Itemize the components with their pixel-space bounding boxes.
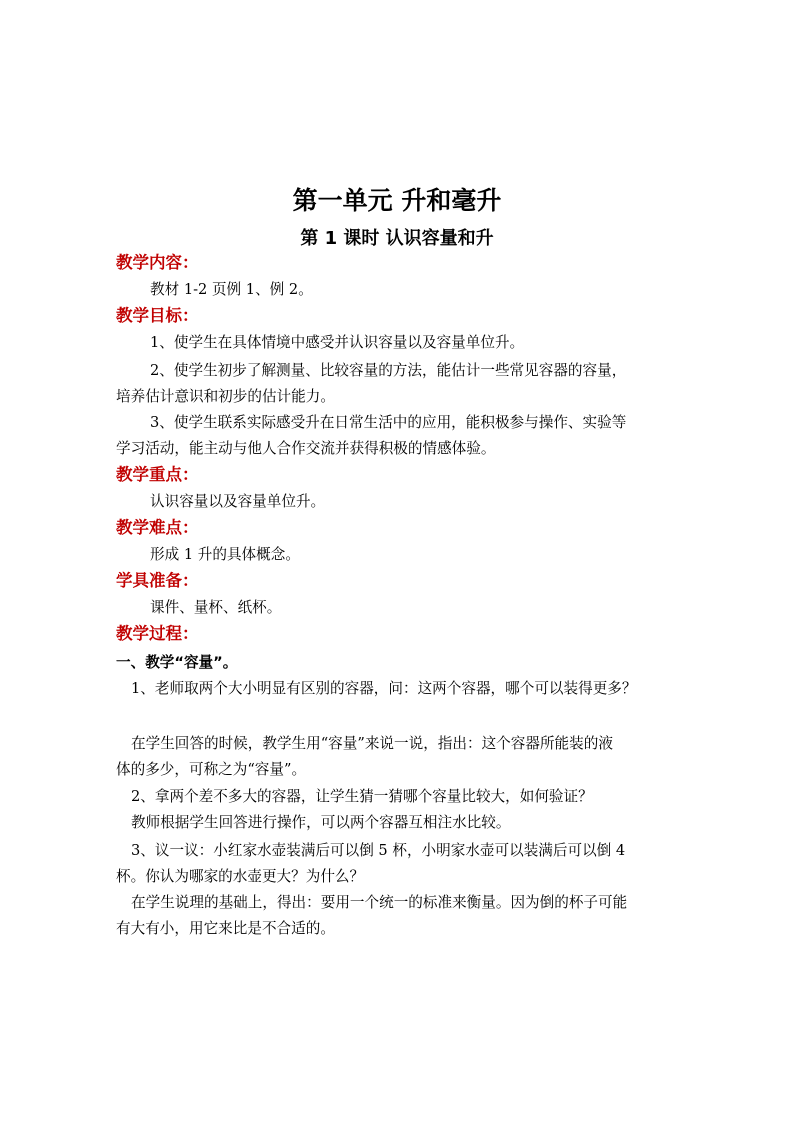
difficulty-heading: 教学难点： — [116, 518, 199, 537]
process-line-1: 1、老师取两个大小明显有区别的容器，问：这两个容器，哪个可以装得更多？ — [131, 680, 637, 697]
process-line-4: 教师根据学生回答进行操作，可以两个容器互相注水比较。 — [131, 814, 511, 831]
lesson-subtitle: 第 1 课时 认识容量和升 — [300, 228, 494, 249]
process-line-2b: 体的多少，可称之为“容量”。 — [116, 761, 307, 778]
key-text: 认识容量以及容量单位升。 — [150, 493, 326, 510]
content-text: 教材 1-2 页例 1、例 2。 — [150, 281, 313, 298]
tools-text: 课件、量杯、纸杯。 — [150, 599, 282, 616]
difficulty-text: 形成 1 升的具体概念。 — [150, 546, 300, 563]
goal-3-line-1: 3、使学生联系实际感受升在日常生活中的应用，能积极参与操作、实验等 — [150, 414, 627, 431]
process-line-6a: 在学生说理的基础上，得出：要用一个统一的标准来衡量。因为倒的杯子可能 — [131, 894, 628, 911]
goal-1: 1、使学生在具体情境中感受并认识容量以及容量单位升。 — [150, 334, 525, 351]
process-heading: 教学过程： — [116, 624, 199, 643]
goals-heading: 教学目标： — [116, 306, 199, 325]
process-part-1-title: 一、教学“容量”。 — [116, 654, 238, 671]
goal-2-line-2: 培养估计意识和初步的估计能力。 — [116, 388, 335, 405]
content-heading: 教学内容： — [116, 253, 199, 272]
unit-title: 第一单元 升和毫升 — [292, 186, 502, 215]
process-line-5a: 3、议一议：小红家水壶装满后可以倒 5 杯，小明家水壶可以装满后可以倒 4 — [131, 842, 626, 859]
process-line-2a: 在学生回答的时候，教学生用“容量”来说一说，指出：这个容器所能装的液 — [131, 735, 613, 752]
goal-3-line-2: 学习活动，能主动与他人合作交流并获得积极的情感体验。 — [116, 440, 496, 457]
goal-2-line-1: 2、使学生初步了解测量、比较容量的方法，能估计一些常见容器的容量， — [150, 362, 627, 379]
key-heading: 教学重点： — [116, 465, 199, 484]
process-line-6b: 有大有小，用它来比是不合适的。 — [116, 920, 335, 937]
process-line-3: 2、拿两个差不多大的容器，让学生猜一猜哪个容量比较大，如何验证？ — [131, 788, 593, 805]
process-line-5b: 杯。你认为哪家的水壶更大？为什么？ — [116, 868, 365, 885]
tools-heading: 学具准备： — [116, 571, 199, 590]
